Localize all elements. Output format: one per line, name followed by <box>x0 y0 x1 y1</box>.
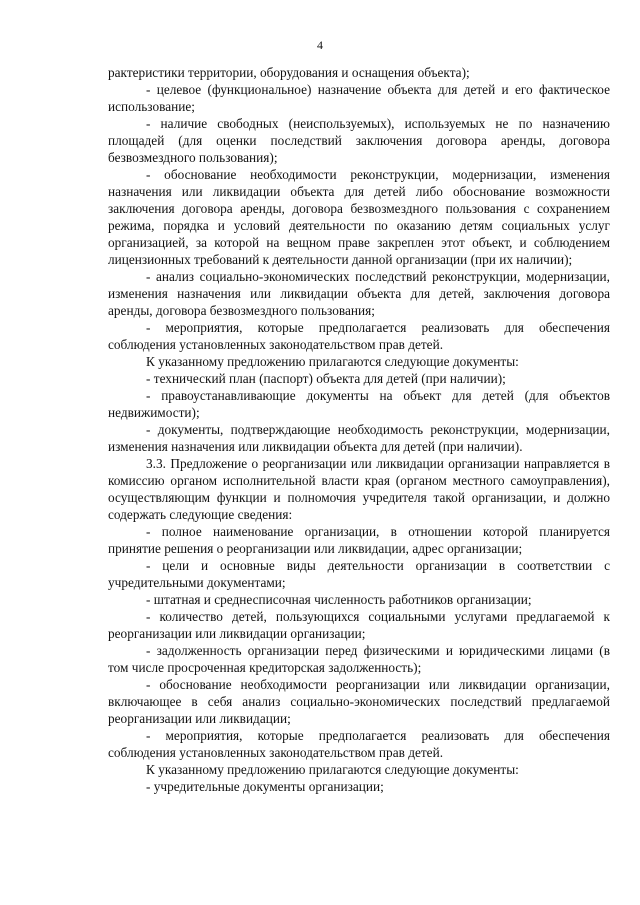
paragraph: 3.3. Предложение о реорганизации или ликвидации организации направляется в комиссию органом исполнительной власти края (органом местного самоуправления), осуществляющим функции и полномочия учредителя такой организации, и должно содержать следующие сведения: <box>108 456 610 522</box>
paragraph: - мероприятия, которые предполагается реализовать для обеспечения соблюдения установленных законодательством прав детей. <box>108 320 610 352</box>
paragraph: - анализ социально-экономических последствий реконструкции, модернизации, изменения назначения или ликвидации объекта для детей, заключения договора аренды, договора безвозмездного пользования; <box>108 269 610 318</box>
paragraph: - обоснование необходимости реорганизации или ликвидации организации, включающее в себя анализ социально-экономических последствий предлагаемой реорганизации или ликвидации; <box>108 677 610 726</box>
paragraph: - количество детей, пользующихся социальными услугами предлагаемой к реорганизации или ликвидации организации; <box>108 609 610 641</box>
paragraph: - целевое (функциональное) назначение объекта для детей и его фактическое использование; <box>108 82 610 114</box>
document-body <box>108 64 610 795</box>
page-number: 4 <box>317 38 323 52</box>
paragraph: К указанному предложению прилагаются следующие документы: <box>146 354 519 369</box>
paragraph: - задолженность организации перед физическими и юридическими лицами (в том числе просроченная кредиторская задолженность); <box>108 643 610 675</box>
paragraph: - обоснование необходимости реконструкции, модернизации, изменения назначения или ликвидации объекта для детей либо обоснование возможности заключения договора аренды, договора безвозмездного пользования с сохранением режима, порядка и условий деятельности по оказанию детям социальных услуг организацией, за которой на вещном праве закреплен этот объект, и соблюдением лицензионных требований к деятельности данной организации (при их наличии); <box>108 167 610 267</box>
paragraph: - правоустанавливающие документы на объект для детей (для объектов недвижимости); <box>108 388 610 420</box>
paragraph: - наличие свободных (неиспользуемых), используемых не по назначению площадей (для оценки последствий заключения договора аренды, договора безвозмездного пользования); <box>108 116 610 165</box>
paragraph: - технический план (паспорт) объекта для детей (при наличии); <box>146 371 506 386</box>
paragraph: рактеристики территории, оборудования и оснащения объекта); <box>108 65 470 80</box>
paragraph: - цели и основные виды деятельности организации в соответствии с учредительными документами; <box>108 558 610 590</box>
paragraph: - учредительные документы организации; <box>146 779 384 794</box>
paragraph: К указанному предложению прилагаются следующие документы: <box>146 762 519 777</box>
paragraph: - мероприятия, которые предполагается реализовать для обеспечения соблюдения установленных законодательством прав детей. <box>108 728 610 760</box>
paragraph: - документы, подтверждающие необходимость реконструкции, модернизации, изменения назначения или ликвидации объекта для детей (при наличии). <box>108 422 610 454</box>
paragraph: - штатная и среднесписочная численность работников организации; <box>146 592 532 607</box>
paragraph: - полное наименование организации, в отношении которой планируется принятие решения о реорганизации или ликвидации, адрес организации; <box>108 524 610 556</box>
